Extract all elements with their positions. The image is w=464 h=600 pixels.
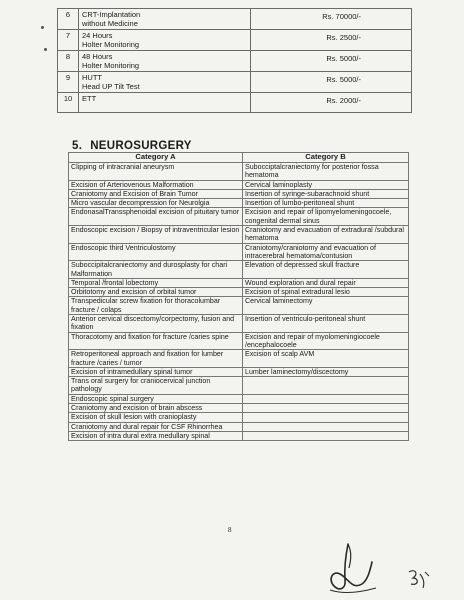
category-a-cell: Endoscopic spinal surgery — [69, 394, 243, 403]
category-b-cell: Lumber laminectomy/discectomy — [243, 367, 409, 376]
price-row — [58, 30, 412, 51]
table-row — [69, 243, 409, 261]
category-a-cell: Micro vascular decompression for Neurolgia — [69, 199, 243, 208]
row-number: 8 — [58, 51, 79, 72]
procedure-subtitle: Head UP Tilt Test — [82, 82, 140, 91]
category-b-cell: Excision of scalp AVM — [243, 350, 409, 368]
category-b-cell: Insertion of syringe-subarachnoid shunt — [243, 189, 409, 198]
neurosurgery-table — [68, 152, 409, 441]
procedure-subtitle: without Medicine — [82, 19, 138, 28]
category-a-cell: Excision of intramedullary spinal tumor — [69, 367, 243, 376]
table-row — [69, 413, 409, 422]
category-b-cell — [243, 377, 409, 395]
category-a-cell: Orbitotomy and excision of orbital tumor — [69, 288, 243, 297]
procedure-name — [79, 93, 251, 113]
category-a-cell: Retroperitoneal approach and fixation for lumber fracture /caries / tumor — [69, 350, 243, 368]
table-row — [69, 377, 409, 395]
table-row — [69, 163, 409, 181]
category-b-cell: Excision and repair of myolomeningiocoele /encephalocoele — [243, 332, 409, 350]
table-row — [69, 208, 409, 226]
category-a-cell: Thoracotomy and fixation for fracture /caries spine — [69, 332, 243, 350]
procedure-price: Rs. 2500/- — [251, 30, 412, 51]
category-a-cell: Temporal /frontal lobectomy — [69, 278, 243, 287]
table-row — [69, 226, 409, 244]
table-row — [69, 332, 409, 350]
procedure-name — [79, 51, 251, 72]
category-b-cell: Elevation of depressed skull fracture — [243, 261, 409, 279]
table-row — [69, 404, 409, 413]
category-a-cell: Anterior cervical discectomy/corpectomy, fusion and fixation — [69, 315, 243, 333]
section-title: NEUROSURGERY — [90, 140, 192, 152]
procedure-price: Rs. 2000/- — [251, 93, 412, 113]
table-row — [69, 180, 409, 189]
category-a-cell: Craniotomy and dural repair for CSF Rhinorrhea — [69, 422, 243, 431]
category-b-cell — [243, 422, 409, 431]
category-b-cell — [243, 394, 409, 403]
category-a-cell: Craniotomy and Excision of Brain Tumor — [69, 189, 243, 198]
category-a-cell: Clipping of intracranial aneurysm — [69, 163, 243, 181]
page-number: 8 — [228, 526, 232, 534]
punch-hole-mark — [44, 48, 47, 51]
category-a-cell: Suboccipitalcraniectomy and durosplasty for chari Malformation — [69, 261, 243, 279]
category-a-cell: Craniotomy and excision of brain abscess — [69, 404, 243, 413]
table-row — [69, 315, 409, 333]
initials-signature — [405, 566, 433, 592]
procedure-subtitle: Holter Monitoring — [82, 61, 140, 70]
row-number: 6 — [58, 9, 79, 30]
table-row — [69, 431, 409, 440]
category-a-cell: Endoscopic excision / Biopsy of intraventricular lesion — [69, 226, 243, 244]
category-b-cell — [243, 413, 409, 422]
category-a-cell: Excision of skull lesion with cranioplasty — [69, 413, 243, 422]
category-b-cell: Subocciptalcraniectomy for posterior fossa hematoma — [243, 163, 409, 181]
table-row — [69, 394, 409, 403]
procedure-title: 24 Hours — [82, 31, 113, 40]
punch-hole-mark — [41, 26, 44, 29]
price-table — [57, 8, 412, 113]
table-row — [69, 288, 409, 297]
signature — [318, 540, 380, 596]
table-row — [69, 261, 409, 279]
category-b-cell: Craniotomy and evacuation of extradural /subdural hematoma — [243, 226, 409, 244]
table-row — [69, 199, 409, 208]
table-row — [69, 297, 409, 315]
procedure-title: HUTT — [82, 73, 102, 82]
category-b-cell: Cervical laminoplasty — [243, 180, 409, 189]
category-a-cell: Excision of intra dural extra medullary spinal — [69, 431, 243, 440]
procedure-title: CRT-Implantation — [82, 10, 141, 19]
procedure-price: Rs. 70000/- — [251, 9, 412, 30]
category-a-cell: Transpedicular screw fixation for thoracolumbar fracture / colaps — [69, 297, 243, 315]
category-b-cell: Excision and repair of lipomyelomeningocoele, congenital dermal sinus — [243, 208, 409, 226]
procedure-name — [79, 9, 251, 30]
table-header-row — [69, 153, 409, 163]
header-category-a: Category A — [69, 153, 243, 163]
category-a-cell: Trans oral surgery for craniocervical junction pathology — [69, 377, 243, 395]
header-category-b: Category B — [243, 153, 409, 163]
table-row — [69, 422, 409, 431]
category-b-cell: Insertion of ventriculo-peritoneal shunt — [243, 315, 409, 333]
category-a-cell: Endoscopic third Ventriculostomy — [69, 243, 243, 261]
row-number: 9 — [58, 72, 79, 93]
price-row — [58, 93, 412, 113]
row-number: 10 — [58, 93, 79, 113]
procedure-price: Rs. 5000/- — [251, 72, 412, 93]
category-a-cell: Excision of Arteriovenous Malformation — [69, 180, 243, 189]
row-number: 7 — [58, 30, 79, 51]
procedure-title: 48 Hours — [82, 52, 113, 61]
table-row — [69, 367, 409, 376]
price-row — [58, 51, 412, 72]
table-row — [69, 350, 409, 368]
category-b-cell — [243, 404, 409, 413]
procedure-title: ETT — [82, 94, 97, 103]
table-row — [69, 278, 409, 287]
price-row — [58, 72, 412, 93]
procedure-price: Rs. 5000/- — [251, 51, 412, 72]
table-row — [69, 189, 409, 198]
category-b-cell: Insertion of lumbo-peritoneal shunt — [243, 199, 409, 208]
price-row — [58, 9, 412, 30]
category-b-cell: Cervical laminectomy — [243, 297, 409, 315]
procedure-name — [79, 72, 251, 93]
category-a-cell: EndonasalTranssphenoidal excision of pituitary tumor — [69, 208, 243, 226]
procedure-subtitle: Holter Monitoring — [82, 40, 140, 49]
section-number: 5. — [72, 140, 83, 152]
category-b-cell: Wound exploration and dural repair — [243, 278, 409, 287]
category-b-cell: Excision of spinal extradural lesio — [243, 288, 409, 297]
category-b-cell — [243, 431, 409, 440]
procedure-name — [79, 30, 251, 51]
section-heading — [72, 140, 200, 152]
category-b-cell: Craniotomy/craniotomy and evacuation of intracerebral hematoma/contusion — [243, 243, 409, 261]
